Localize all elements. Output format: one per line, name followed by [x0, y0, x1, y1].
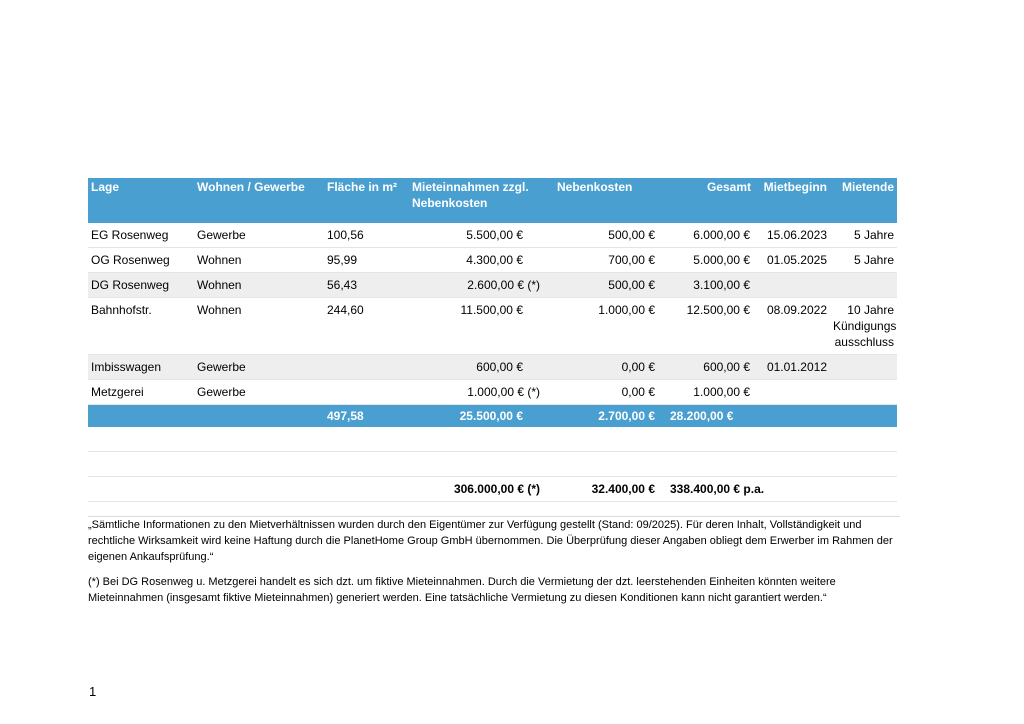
cell-mietbeginn: 15.06.2023 [754, 223, 830, 248]
blank-row [88, 427, 897, 452]
cell-nebenkosten: 500,00 € [543, 273, 658, 298]
annual-nebenkosten: 32.400,00 € [543, 477, 658, 502]
disclaimer-note: „Sämtliche Informationen zu den Mietverhältnissen wurden durch den Eigentümer zur Verfügung gestellt (Stand: 09/2025). Für deren Inhalt, Vollständigkeit und rechtliche Wirksamkeit wird keine Haftung durch die PlanetHome Group GmbH übernommen. Die Überprüfung dieser Angaben obliegt dem Erwerber im Rahmen der eigenen Ankaufsprüfung.“ [88, 516, 900, 565]
cell-gesamt: 600,00 € [658, 355, 754, 380]
cell-mietende: 5 Jahre [830, 248, 897, 273]
total-miete: 25.500,00 € [409, 405, 543, 428]
cell-flaeche: 95,99 [324, 248, 409, 273]
cell-mietende [830, 380, 897, 405]
fictive-income-note: (*) Bei DG Rosenweg u. Metzgerei handelt es sich dzt. um fiktive Mieteinnahmen. Durch die Vermietung der dzt. leerstehenden Einheiten könnten weitere Mieteinnahmen (insgesamt fiktive Mieteinnahmen) generiert werden. Eine tatsächliche Vermietung zu diesen Konditionen kann nicht garantiert werden.“ [88, 576, 836, 604]
cell-flaeche: 100,56 [324, 223, 409, 248]
cell-nebenkosten: 0,00 € [543, 355, 658, 380]
cell-gesamt: 3.100,00 € [658, 273, 754, 298]
cell-lage: EG Rosenweg [88, 223, 194, 248]
header-mietbeginn: Mietbeginn [754, 178, 830, 223]
cell-mietende: 5 Jahre [830, 223, 897, 248]
cell-typ: Gewerbe [194, 355, 324, 380]
header-nebenkosten: Nebenkosten [543, 178, 658, 223]
cell-lage: Imbisswagen [88, 355, 194, 380]
cell-typ: Wohnen [194, 273, 324, 298]
header-typ: Wohnen / Gewerbe [194, 178, 324, 223]
cell-nebenkosten: 500,00 € [543, 223, 658, 248]
header-gesamt: Gesamt [658, 178, 754, 223]
table-row [88, 273, 897, 298]
cell-miete: 4.300,00 € [409, 248, 543, 273]
annual-gesamt: 338.400,00 € p.a. [658, 477, 830, 502]
annual-row [88, 477, 897, 502]
blank-cell [88, 452, 897, 477]
cell-mietbeginn: 01.05.2025 [754, 248, 830, 273]
cell-mietende [830, 273, 897, 298]
cell-miete: 11.500,00 € [409, 298, 543, 355]
cell-miete: 2.600,00 € (*) [409, 273, 543, 298]
annual-empty [88, 477, 194, 502]
rental-income-table [88, 178, 897, 502]
cell-flaeche: 244,60 [324, 298, 409, 355]
cell-flaeche [324, 355, 409, 380]
cell-miete: 1.000,00 € (*) [409, 380, 543, 405]
total-empty [830, 405, 897, 428]
cell-lage: OG Rosenweg [88, 248, 194, 273]
totals-row [88, 405, 897, 428]
header-mietende: Mietende [830, 178, 897, 223]
total-gesamt: 28.200,00 € [658, 405, 754, 428]
blank-row [88, 452, 897, 477]
cell-typ: Wohnen [194, 248, 324, 273]
total-empty [88, 405, 194, 428]
total-empty [194, 405, 324, 428]
annual-empty [830, 477, 897, 502]
cell-gesamt: 1.000,00 € [658, 380, 754, 405]
total-flaeche: 497,58 [324, 405, 409, 428]
cell-gesamt: 6.000,00 € [658, 223, 754, 248]
cell-flaeche [324, 380, 409, 405]
header-flaeche: Fläche in m² [324, 178, 409, 223]
table-row [88, 380, 897, 405]
cell-lage: DG Rosenweg [88, 273, 194, 298]
table-row [88, 248, 897, 273]
cell-gesamt: 5.000,00 € [658, 248, 754, 273]
table-row [88, 298, 897, 355]
cell-nebenkosten: 700,00 € [543, 248, 658, 273]
cell-typ: Gewerbe [194, 380, 324, 405]
table-row [88, 223, 897, 248]
annual-empty [194, 477, 324, 502]
cell-mietbeginn: 01.01.2012 [754, 355, 830, 380]
page-number: 1 [89, 684, 97, 699]
cell-miete: 5.500,00 € [409, 223, 543, 248]
cell-lage: Bahnhofstr. [88, 298, 194, 355]
cell-mietbeginn: 08.09.2022 [754, 298, 830, 355]
annual-miete: 306.000,00 € (*) [409, 477, 543, 502]
cell-mietende [830, 355, 897, 380]
table-row [88, 355, 897, 380]
table-header-row [88, 178, 897, 223]
cell-gesamt: 12.500,00 € [658, 298, 754, 355]
cell-mietbeginn [754, 273, 830, 298]
cell-nebenkosten: 1.000,00 € [543, 298, 658, 355]
blank-cell [88, 427, 897, 452]
header-miete: Mieteinnahmen zzgl. Nebenkosten [409, 178, 543, 223]
cell-miete: 600,00 € [409, 355, 543, 380]
cell-typ: Gewerbe [194, 223, 324, 248]
cell-nebenkosten: 0,00 € [543, 380, 658, 405]
cell-flaeche: 56,43 [324, 273, 409, 298]
annual-empty [324, 477, 409, 502]
header-lage: Lage [88, 178, 194, 223]
cell-mietbeginn [754, 380, 830, 405]
cell-mietende: 10 Jahre Kündigungs ausschluss [830, 298, 897, 355]
cell-lage: Metzgerei [88, 380, 194, 405]
total-nebenkosten: 2.700,00 € [543, 405, 658, 428]
total-empty [754, 405, 830, 428]
cell-typ: Wohnen [194, 298, 324, 355]
